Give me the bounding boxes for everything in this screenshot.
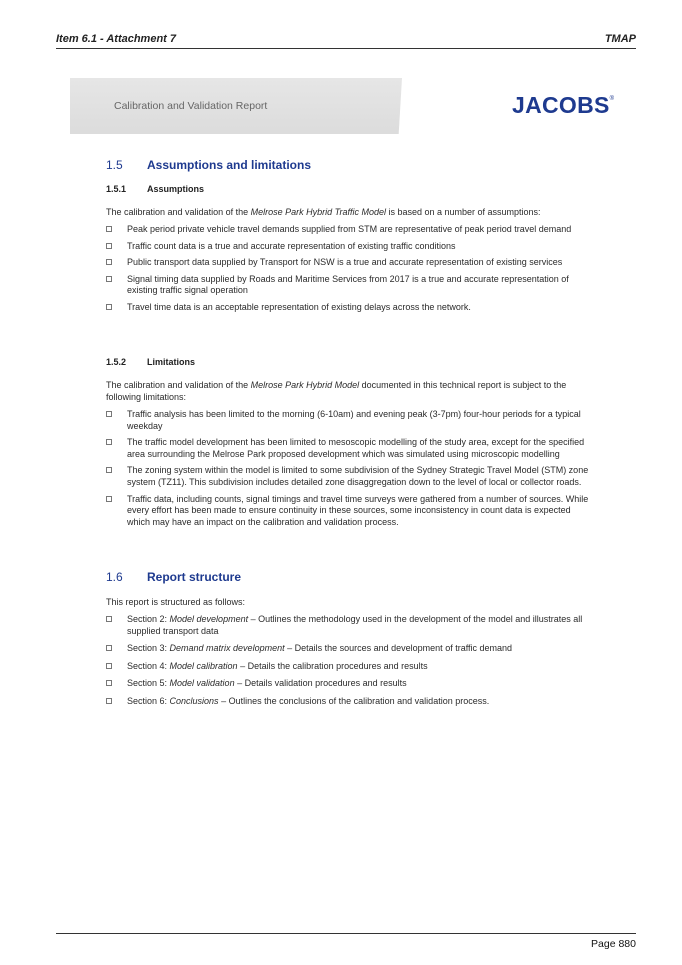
bullet-box-icon	[106, 645, 112, 651]
attachment-label: Item 6.1 - Attachment 7	[56, 33, 177, 45]
assumptions-list	[106, 224, 596, 314]
subsection-heading-1-5-2	[106, 357, 195, 367]
report-structure-intro: This report is structured as follows:	[106, 597, 246, 607]
list-item: Public transport data supplied by Transport for NSW is a true and accurate representation of existing services	[106, 257, 596, 269]
section-title: Report structure	[147, 570, 242, 584]
bullet-box-icon	[106, 680, 112, 686]
bullet-box-icon	[106, 663, 112, 669]
bullet-box-icon	[106, 243, 112, 249]
registered-mark: ®	[609, 96, 615, 102]
bullet-box-icon	[106, 411, 112, 417]
bullet-box-icon	[106, 259, 112, 265]
section-heading-1-6	[106, 570, 241, 584]
list-item: The zoning system within the model is limited to some subdivision of the Sydney Strategic Travel Model (STM) zone system (TZ11). This subdivision includes detailed zone disaggregation down to the level of local or collector roads.	[106, 465, 596, 488]
footer-divider	[56, 933, 636, 934]
header-tag: TMAP	[604, 33, 636, 45]
section-title: Assumptions and limitations	[147, 158, 312, 172]
list-item: Traffic data, including counts, signal timings and travel time surveys were gathered from a number of sources. While every effort has been made to ensure continuity in these sources, some inconsistency in count data is expected which may have an impact on the calibration and validation process.	[106, 494, 596, 529]
bullet-box-icon	[106, 496, 112, 502]
bullet-box-icon	[106, 439, 112, 445]
report-title: Calibration and Validation Report	[114, 100, 268, 112]
subsection-title: Assumptions	[147, 184, 205, 194]
list-item: Section 3: Demand matrix development – Details the sources and development of traffic demand	[106, 643, 596, 655]
report-structure-list	[106, 614, 596, 708]
section-heading-1-5	[106, 158, 311, 172]
list-item: Section 6: Conclusions – Outlines the conclusions of the calibration and validation process.	[106, 696, 596, 708]
subsection-number: 1.5.1	[106, 184, 127, 194]
bullet-box-icon	[106, 467, 112, 473]
section-number: 1.6	[106, 570, 123, 584]
document-header	[56, 33, 636, 49]
page-number: Page 880	[591, 938, 636, 950]
section-number: 1.5	[106, 158, 123, 172]
list-item: Traffic analysis has been limited to the morning (6-10am) and evening peak (3-7pm) four-hour periods for a typical weekday	[106, 409, 596, 432]
subsection-title: Limitations	[147, 357, 196, 367]
list-item: Travel time data is an acceptable representation of existing delays across the network.	[106, 302, 596, 314]
list-item: Section 2: Model development – Outlines the methodology used in the development of the model and illustrates all supplied transport data	[106, 614, 596, 637]
list-item: Peak period private vehicle travel demands supplied from STM are representative of peak period travel demand	[106, 224, 596, 236]
limitations-intro: The calibration and validation of the Melrose Park Hybrid Model documented in this technical report is subject to the following limitations:	[106, 380, 567, 402]
subsection-heading-1-5-1	[106, 184, 204, 194]
list-item: The traffic model development has been limited to mesoscopic modelling of the study area, except for the specified area surrounding the Melrose Park proposed development which was simulated using microscopic modelling	[106, 437, 596, 460]
list-item: Section 4: Model calibration – Details the calibration procedures and results	[106, 661, 596, 673]
limitations-list	[106, 409, 596, 528]
bullet-box-icon	[106, 304, 112, 310]
jacobs-logo: JACOBS®	[512, 92, 615, 118]
list-item: Signal timing data supplied by Roads and Maritime Services from 2017 is a true and accurate representation of existing traffic signal operation	[106, 274, 596, 297]
list-item: Section 5: Model validation – Details validation procedures and results	[106, 678, 596, 690]
list-item: Traffic count data is a true and accurate representation of existing traffic conditions	[106, 241, 596, 253]
assumptions-intro: The calibration and validation of the Melrose Park Hybrid Traffic Model is based on a number of assumptions:	[106, 207, 541, 217]
subsection-number: 1.5.2	[106, 357, 127, 367]
bullet-box-icon	[106, 226, 112, 232]
bullet-box-icon	[106, 616, 112, 622]
bullet-box-icon	[106, 698, 112, 704]
bullet-box-icon	[106, 276, 112, 282]
